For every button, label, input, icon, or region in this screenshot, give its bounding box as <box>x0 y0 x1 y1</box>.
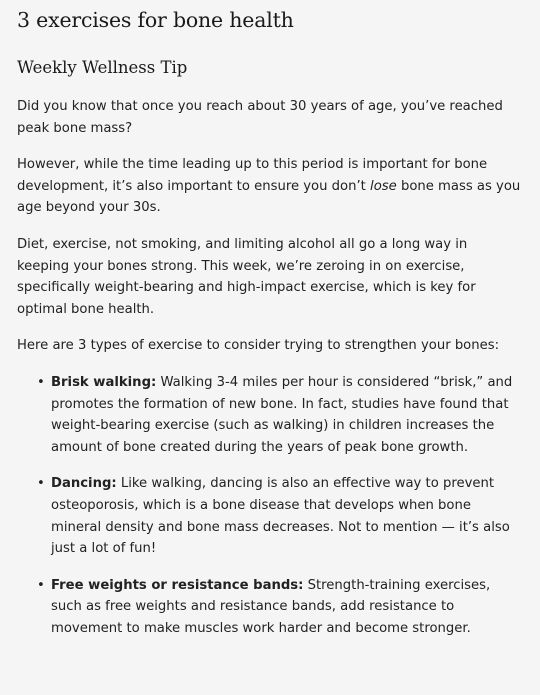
paragraph-bone-development <box>17 154 523 219</box>
article-subtitle: Weekly Wellness Tip <box>17 58 188 77</box>
paragraph-intro-list: Here are 3 types of exercise to consider trying to strengthen your bones: <box>17 338 500 354</box>
bullet-icon: • <box>37 476 45 492</box>
list-item-text: Strength-training exercises, such as free weights and resistance bands, add resistance to movement to make muscles work harder and become stronger. <box>51 577 491 636</box>
emphasis-lose: lose <box>370 178 397 194</box>
list-item-text: Like walking, dancing is also an effective way to prevent osteoporosis, which is a bone disease that develops when bone mineral density and bone mass decreases. Not to mention — it’s also just a lot of fun! <box>51 476 510 557</box>
bullet-icon: • <box>37 374 45 390</box>
list-item-text: Walking 3-4 miles per hour is considered “brisk,” and promotes the formation of new bone. In fact, studies have found that weight-bearing exercise (such as walking) in children increases the amount of bone created during the years of peak bone growth. <box>51 374 513 455</box>
list-item-title: Brisk walking: <box>51 374 157 390</box>
list-item-dancing <box>37 473 523 559</box>
list-item-free-weights <box>37 575 523 640</box>
list-item-title: Free weights or resistance bands: <box>51 577 304 593</box>
paragraph-text: bone mass as you age beyond your 30s. <box>17 178 521 216</box>
paragraph-text: However, while the time leading up to this period is important for bone development, it’s also important to ensure you don’t <box>17 157 488 194</box>
list-item-brisk-walking <box>37 372 523 458</box>
paragraph-peak-bone-mass: Did you know that once you reach about 30 years of age, you’ve reached peak bone mass? <box>17 99 503 136</box>
exercise-list <box>17 372 523 640</box>
bullet-icon: • <box>37 577 45 593</box>
list-item-title: Dancing: <box>51 476 117 492</box>
paragraph-diet-exercise: Diet, exercise, not smoking, and limiting alcohol all go a long way in keeping your bones strong. This week, we’re zeroing in on exercise, specifically weight-bearing and high-impact exercise, which is key for optimal bone health. <box>17 236 476 317</box>
article-title: 3 exercises for bone health <box>17 8 294 32</box>
